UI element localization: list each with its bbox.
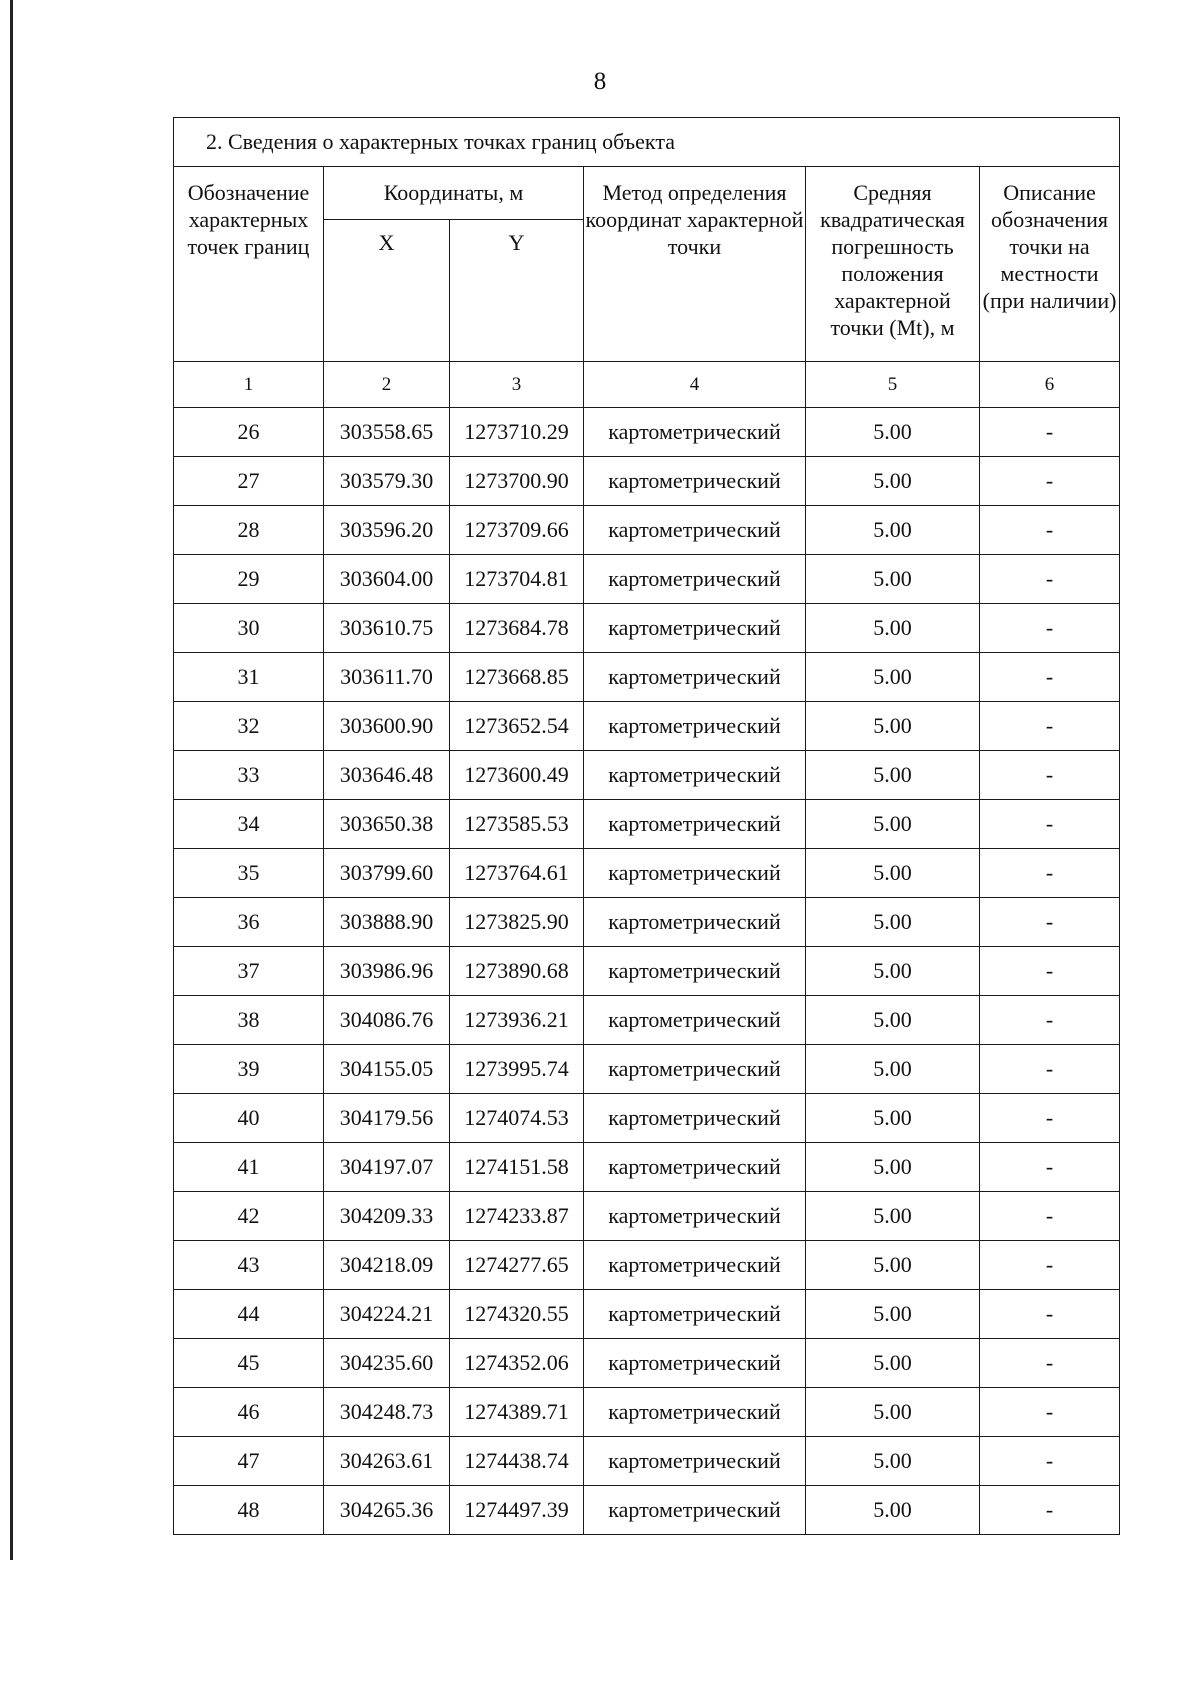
cell-point: 45	[174, 1339, 324, 1388]
cell-method: картометрический	[584, 849, 806, 898]
cell-description: -	[980, 457, 1120, 506]
cell-method: картометрический	[584, 898, 806, 947]
cell-point: 42	[174, 1192, 324, 1241]
cell-y: 1273600.49	[450, 751, 584, 800]
cell-point: 43	[174, 1241, 324, 1290]
cell-x: 304086.76	[324, 996, 450, 1045]
cell-x: 303610.75	[324, 604, 450, 653]
cell-description: -	[980, 702, 1120, 751]
cell-point: 34	[174, 800, 324, 849]
cell-description: -	[980, 604, 1120, 653]
cell-description: -	[980, 555, 1120, 604]
column-number: 5	[806, 362, 980, 408]
table-row	[174, 1486, 1120, 1535]
table-row	[174, 1241, 1120, 1290]
cell-error: 5.00	[806, 1486, 980, 1535]
table-row	[174, 653, 1120, 702]
cell-method: картометрический	[584, 457, 806, 506]
column-number: 3	[450, 362, 584, 408]
cell-point: 32	[174, 702, 324, 751]
cell-x: 303888.90	[324, 898, 450, 947]
cell-method: картометрический	[584, 408, 806, 457]
page-number: 8	[593, 68, 607, 95]
cell-point: 30	[174, 604, 324, 653]
table-row	[174, 1437, 1120, 1486]
column-number-row	[174, 362, 1120, 408]
cell-x: 303799.60	[324, 849, 450, 898]
cell-x: 304155.05	[324, 1045, 450, 1094]
column-number: 6	[980, 362, 1120, 408]
table-row	[174, 702, 1120, 751]
header-row	[174, 167, 1120, 220]
cell-description: -	[980, 849, 1120, 898]
cell-method: картометрический	[584, 555, 806, 604]
cell-point: 44	[174, 1290, 324, 1339]
cell-y: 1273668.85	[450, 653, 584, 702]
table-row	[174, 1045, 1120, 1094]
cell-point: 28	[174, 506, 324, 555]
cell-point: 36	[174, 898, 324, 947]
cell-x: 304265.36	[324, 1486, 450, 1535]
cell-y: 1274497.39	[450, 1486, 584, 1535]
cell-method: картометрический	[584, 1094, 806, 1143]
cell-point: 33	[174, 751, 324, 800]
table-row	[174, 506, 1120, 555]
cell-description: -	[980, 800, 1120, 849]
cell-method: картометрический	[584, 1241, 806, 1290]
cell-y: 1274233.87	[450, 1192, 584, 1241]
cell-x: 304235.60	[324, 1339, 450, 1388]
cell-point: 27	[174, 457, 324, 506]
cell-description: -	[980, 408, 1120, 457]
cell-y: 1273709.66	[450, 506, 584, 555]
table-row	[174, 751, 1120, 800]
cell-x: 304248.73	[324, 1388, 450, 1437]
table-row	[174, 849, 1120, 898]
cell-x: 304218.09	[324, 1241, 450, 1290]
column-number: 2	[324, 362, 450, 408]
cell-error: 5.00	[806, 555, 980, 604]
cell-x: 304179.56	[324, 1094, 450, 1143]
cell-y: 1273700.90	[450, 457, 584, 506]
cell-x: 303558.65	[324, 408, 450, 457]
cell-error: 5.00	[806, 604, 980, 653]
cell-description: -	[980, 751, 1120, 800]
cell-y: 1273890.68	[450, 947, 584, 996]
cell-description: -	[980, 947, 1120, 996]
cell-y: 1274320.55	[450, 1290, 584, 1339]
header-x: X	[324, 220, 450, 362]
cell-method: картометрический	[584, 1437, 806, 1486]
cell-error: 5.00	[806, 947, 980, 996]
cell-method: картометрический	[584, 996, 806, 1045]
cell-error: 5.00	[806, 506, 980, 555]
header-method: Метод определения координат характерной точки	[584, 167, 806, 362]
cell-method: картометрический	[584, 604, 806, 653]
cell-error: 5.00	[806, 653, 980, 702]
table-row	[174, 1143, 1120, 1192]
cell-method: картометрический	[584, 1290, 806, 1339]
cell-description: -	[980, 1241, 1120, 1290]
cell-method: картометрический	[584, 1339, 806, 1388]
cell-y: 1273995.74	[450, 1045, 584, 1094]
scan-edge-line	[10, 0, 13, 1560]
cell-point: 29	[174, 555, 324, 604]
cell-error: 5.00	[806, 1388, 980, 1437]
cell-x: 303650.38	[324, 800, 450, 849]
cell-y: 1273585.53	[450, 800, 584, 849]
cell-error: 5.00	[806, 1094, 980, 1143]
column-number: 1	[174, 362, 324, 408]
cell-point: 31	[174, 653, 324, 702]
cell-error: 5.00	[806, 1290, 980, 1339]
cell-description: -	[980, 1290, 1120, 1339]
cell-point: 40	[174, 1094, 324, 1143]
cell-point: 37	[174, 947, 324, 996]
table-row	[174, 457, 1120, 506]
cell-x: 303986.96	[324, 947, 450, 996]
table-row	[174, 1388, 1120, 1437]
cell-description: -	[980, 653, 1120, 702]
table-row	[174, 1290, 1120, 1339]
table-row	[174, 1339, 1120, 1388]
cell-description: -	[980, 898, 1120, 947]
cell-error: 5.00	[806, 898, 980, 947]
cell-method: картометрический	[584, 702, 806, 751]
table-row	[174, 555, 1120, 604]
cell-x: 303596.20	[324, 506, 450, 555]
cell-description: -	[980, 1388, 1120, 1437]
cell-description: -	[980, 1339, 1120, 1388]
table-row	[174, 800, 1120, 849]
cell-error: 5.00	[806, 996, 980, 1045]
cell-error: 5.00	[806, 849, 980, 898]
column-number: 4	[584, 362, 806, 408]
cell-error: 5.00	[806, 1339, 980, 1388]
cell-y: 1273764.61	[450, 849, 584, 898]
cell-description: -	[980, 1094, 1120, 1143]
header-y: Y	[450, 220, 584, 362]
cell-y: 1274151.58	[450, 1143, 584, 1192]
cell-point: 48	[174, 1486, 324, 1535]
cell-description: -	[980, 1045, 1120, 1094]
cell-error: 5.00	[806, 751, 980, 800]
header-coordinates: Координаты, м	[324, 167, 584, 220]
table-row	[174, 996, 1120, 1045]
header-designation: Обозначение характерных точек границ	[174, 167, 324, 362]
cell-point: 47	[174, 1437, 324, 1486]
table-row	[174, 408, 1120, 457]
cell-error: 5.00	[806, 408, 980, 457]
cell-x: 303611.70	[324, 653, 450, 702]
cell-y: 1273684.78	[450, 604, 584, 653]
cell-description: -	[980, 1192, 1120, 1241]
cell-description: -	[980, 1486, 1120, 1535]
cell-method: картометрический	[584, 1486, 806, 1535]
cell-method: картометрический	[584, 1192, 806, 1241]
cell-error: 5.00	[806, 702, 980, 751]
cell-description: -	[980, 1437, 1120, 1486]
cell-point: 41	[174, 1143, 324, 1192]
cell-error: 5.00	[806, 800, 980, 849]
cell-description: -	[980, 1143, 1120, 1192]
cell-x: 303600.90	[324, 702, 450, 751]
cell-error: 5.00	[806, 1143, 980, 1192]
section-title: 2. Сведения о характерных точках границ объекта	[174, 118, 1120, 167]
cell-point: 46	[174, 1388, 324, 1437]
cell-y: 1274389.71	[450, 1388, 584, 1437]
boundary-points-table	[173, 117, 1120, 1535]
cell-x: 304209.33	[324, 1192, 450, 1241]
cell-method: картометрический	[584, 1143, 806, 1192]
header-error: Средняя квадратическая погрешность положения характерной точки (Mt), м	[806, 167, 980, 362]
cell-x: 303579.30	[324, 457, 450, 506]
cell-error: 5.00	[806, 457, 980, 506]
cell-method: картометрический	[584, 800, 806, 849]
cell-x: 304197.07	[324, 1143, 450, 1192]
cell-point: 35	[174, 849, 324, 898]
cell-method: картометрический	[584, 947, 806, 996]
section-title-row	[174, 118, 1120, 167]
cell-method: картометрический	[584, 1045, 806, 1094]
cell-y: 1273936.21	[450, 996, 584, 1045]
cell-error: 5.00	[806, 1241, 980, 1290]
cell-y: 1274438.74	[450, 1437, 584, 1486]
cell-method: картометрический	[584, 1388, 806, 1437]
cell-x: 303604.00	[324, 555, 450, 604]
cell-y: 1273652.54	[450, 702, 584, 751]
cell-y: 1274352.06	[450, 1339, 584, 1388]
table-row	[174, 898, 1120, 947]
cell-description: -	[980, 996, 1120, 1045]
table-row	[174, 1192, 1120, 1241]
cell-method: картометрический	[584, 653, 806, 702]
cell-point: 26	[174, 408, 324, 457]
cell-error: 5.00	[806, 1437, 980, 1486]
cell-y: 1273704.81	[450, 555, 584, 604]
cell-method: картометрический	[584, 506, 806, 555]
cell-x: 304224.21	[324, 1290, 450, 1339]
cell-y: 1274074.53	[450, 1094, 584, 1143]
cell-y: 1273710.29	[450, 408, 584, 457]
table-row	[174, 947, 1120, 996]
cell-y: 1273825.90	[450, 898, 584, 947]
cell-x: 303646.48	[324, 751, 450, 800]
cell-y: 1274277.65	[450, 1241, 584, 1290]
cell-error: 5.00	[806, 1045, 980, 1094]
cell-point: 39	[174, 1045, 324, 1094]
cell-description: -	[980, 506, 1120, 555]
table-row	[174, 604, 1120, 653]
table-row	[174, 1094, 1120, 1143]
cell-error: 5.00	[806, 1192, 980, 1241]
cell-point: 38	[174, 996, 324, 1045]
cell-method: картометрический	[584, 751, 806, 800]
header-description: Описание обозначения точки на местности (при наличии)	[980, 167, 1120, 362]
cell-x: 304263.61	[324, 1437, 450, 1486]
